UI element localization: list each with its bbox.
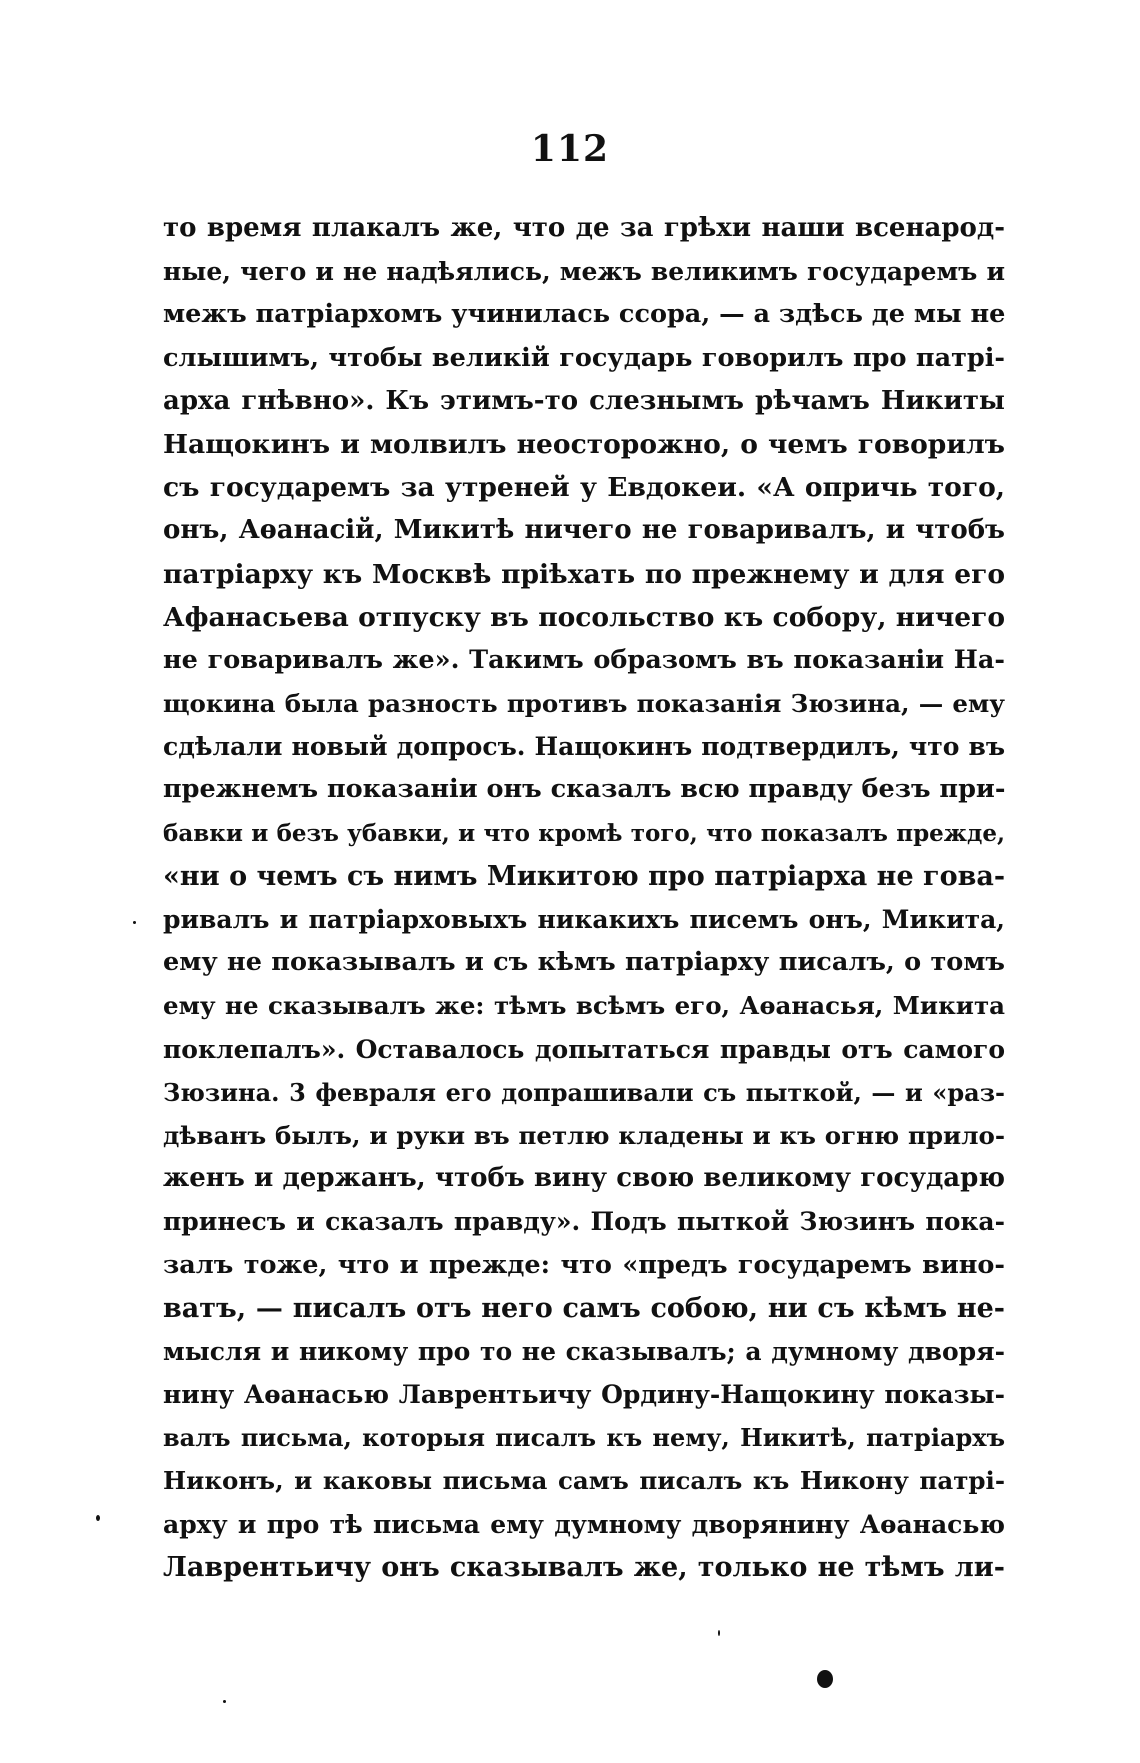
text-line: съ государемъ за утреней у Евдокеи. «А опричь того, (163, 472, 1005, 504)
text-line: не говаривалъ же». Такимъ образомъ въ показаніи На- (163, 644, 1005, 675)
text-line: женъ и держанъ, чтобъ вину свою великому государю (163, 1163, 1005, 1194)
text-line: ные, чего и не надѣялись, межъ великимъ государемъ и (163, 257, 1005, 287)
text-line: сдѣлали новый допросъ. Нащокинъ подтвердилъ, что въ (163, 732, 1005, 762)
text-line: принесъ и сказалъ правду». Подъ пыткой Зюзинъ пока- (163, 1207, 1005, 1237)
text-line: мысля и никому про то не сказывалъ; а думному дворя- (163, 1336, 1005, 1366)
text-line: слышимъ, чтобы великій государь говорилъ про патрі- (163, 342, 1005, 373)
text-line: онъ, Аѳанасій, Микитѣ ничего не говаривалъ, и чтобъ (163, 515, 1005, 546)
text-line: Нащокинъ и молвилъ неосторожно, о чемъ говорилъ (163, 428, 1005, 460)
ink-speck (718, 1630, 720, 1636)
text-line: арха гнѣвно». Къ этимъ-то слезнымъ рѣчамъ Никиты (163, 385, 1005, 416)
text-line: Зюзина. 3 февраля его допрашивали съ пыткой, — и «раз- (163, 1077, 1005, 1107)
text-line: ватъ, — писалъ отъ него самъ собою, ни съ кѣмъ не- (163, 1292, 1005, 1324)
text-line: арху и про тѣ письма ему думному дворянину Аѳанасью (163, 1509, 1005, 1539)
text-line: щокина была разность противъ показанія Зюзина, — ему (163, 689, 1005, 719)
text-line: валъ письма, которыя писалъ къ нему, Никитѣ, патріархъ (163, 1423, 1005, 1453)
text-line: Афанасьева отпуску въ посольство къ собору, ничего (163, 601, 1005, 633)
text-line: залъ тоже, что и прежде: что «предъ государемъ вино- (163, 1249, 1005, 1280)
text-line: то время плакалъ же, что де за грѣхи наши всенарод- (163, 213, 1005, 243)
text-line: межъ патріархомъ учинилась ссора, — а здѣсь де мы не (163, 299, 1005, 330)
text-line: поклепалъ». Оставалось допытаться правды отъ самого (163, 1034, 1005, 1064)
text-line: нину Аѳанасью Лаврентьичу Ордину-Нащокину показы- (163, 1380, 1005, 1410)
ink-speck (96, 1515, 100, 1521)
text-line: бавки и безъ убавки, и что кромѣ того, что показалъ прежде, (163, 819, 1005, 847)
text-line: Никонъ, и каковы письма самъ писалъ къ Никону патрі- (163, 1466, 1005, 1496)
text-line: ему не показывалъ и съ кѣмъ патріарху писалъ, о томъ (163, 947, 1005, 978)
ink-speck (223, 1700, 226, 1703)
ink-speck (133, 921, 136, 924)
text-line: ривалъ и патріарховыхъ никакихъ писемъ онъ, Микита, (163, 905, 1005, 934)
text-line: дѣванъ былъ, и руки въ петлю кладены и къ огню прило- (163, 1120, 1005, 1150)
body-text (163, 207, 1005, 1589)
text-line: патріарху къ Москвѣ пріѣхать по прежнему и для его (163, 558, 1005, 590)
ink-blot (817, 1670, 833, 1688)
page-number: 112 (530, 128, 610, 170)
text-line: прежнемъ показаніи онъ сказалъ всю правду безъ при- (163, 774, 1005, 805)
text-line: ему не сказывалъ же: тѣмъ всѣмъ его, Аѳанасья, Микита (163, 991, 1005, 1021)
text-line: Лаврентьичу онъ сказывалъ же, только не тѣмъ ли- (163, 1551, 1005, 1583)
text-line: «ни о чемъ съ нимъ Микитою про патріарха не гова- (163, 860, 1005, 892)
